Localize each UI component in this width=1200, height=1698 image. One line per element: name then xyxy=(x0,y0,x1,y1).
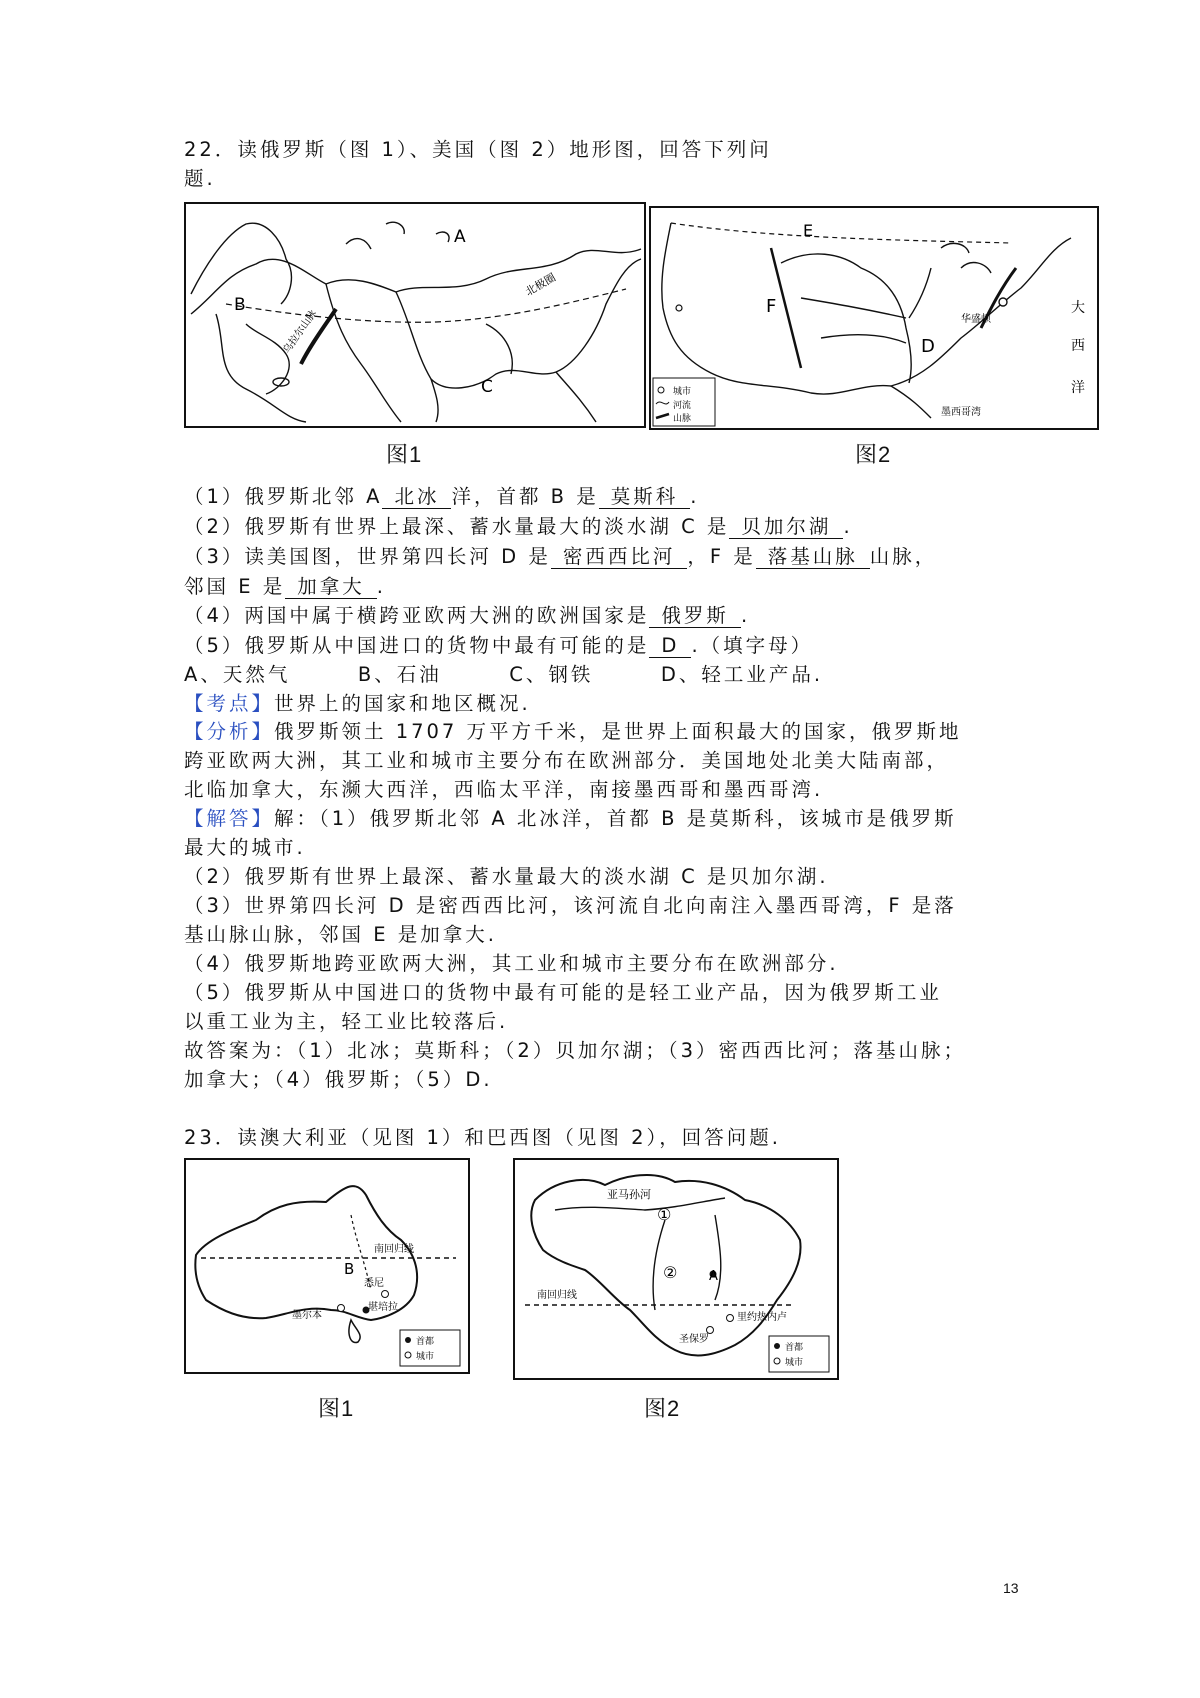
legend-capital-icon xyxy=(774,1343,780,1349)
usa-label-d: D xyxy=(921,336,935,357)
q22-p1 xyxy=(184,484,699,510)
jieda-tag: 【解答】 xyxy=(184,807,275,830)
q22-options: A、天然气 B、石油 C、钢铁 D、轻工业产品. xyxy=(184,663,824,686)
q22-p3-answer2: 落基山脉 xyxy=(756,546,870,569)
fenxi-tag: 【分析】 xyxy=(184,720,275,743)
q22-fenxi-3: 北临加拿大，东濒大西洋，西临太平洋，南接墨西哥和墨西哥湾. xyxy=(184,778,824,801)
usa-legend-river: 河流 xyxy=(673,401,692,411)
q22-p2-answer: 贝加尔湖 xyxy=(729,516,843,539)
usa-label-atlantic-1: 大 xyxy=(1071,300,1085,316)
q22-p3b-text: 邻国 E 是 xyxy=(184,575,286,598)
q22-p4-end: . xyxy=(740,604,751,627)
q22-p4-text: （4）两国中属于横跨亚欧两大洲的欧洲国家是 xyxy=(184,604,650,627)
q22-p2 xyxy=(184,514,853,540)
brazil-label-rio: 里约热内卢 xyxy=(737,1312,787,1323)
australia-label-canberra: 堪培拉 xyxy=(368,1302,398,1313)
q22-p1-text: （1）俄罗斯北邻 A xyxy=(184,485,383,508)
q22-p4 xyxy=(184,603,750,629)
q22-p1-end: . xyxy=(690,485,700,508)
q22-jieda-7: （5）俄罗斯从中国进口的货物中最有可能的是轻工业产品，因为俄罗斯工业 xyxy=(184,981,942,1004)
australia-label-tropic: 南回归线 xyxy=(374,1244,414,1255)
q22-kaodian xyxy=(184,691,531,717)
brazil-label-1: ① xyxy=(657,1205,672,1224)
q22-fenxi-2: 跨亚欧两大洲，其工业和城市主要分布在欧洲部分．美国地处北美大陆南部， xyxy=(184,749,950,772)
q22-p3b-answer: 加拿大 xyxy=(285,576,377,599)
australia-legend-city: 城市 xyxy=(416,1352,435,1362)
russia-label-c: C xyxy=(481,377,493,397)
q22-jieda-5: 基山脉山脉，邻国 E 是加拿大. xyxy=(184,923,497,946)
q23-stem: 23．读澳大利亚（见图 1）和巴西图（见图 2），回答问题. xyxy=(184,1126,781,1149)
q22-p5-end: .（填字母） xyxy=(691,634,814,657)
q22-p2-end: . xyxy=(843,515,853,538)
brazil-label-amazon: 亚马孙河 xyxy=(607,1188,651,1201)
russia-label-arctic-circle: 北极圈 xyxy=(523,270,559,299)
usa-label-atlantic-3: 洋 xyxy=(1071,380,1085,396)
q22-p3b xyxy=(184,574,386,600)
brazil-legend-city: 城市 xyxy=(785,1358,804,1368)
q22-jieda-4: （3）世界第四长河 D 是密西西比河，该河流自北向南注入墨西哥湾，F 是落 xyxy=(184,894,957,917)
russia-label-a: A xyxy=(454,227,466,247)
q22-jieda-2: 最大的城市. xyxy=(184,836,306,859)
usa-legend-mountain: 山脉 xyxy=(673,414,692,424)
kaodian-tag: 【考点】 xyxy=(184,692,275,715)
q22-p5-text: （5）俄罗斯从中国进口的货物中最有可能的是 xyxy=(184,634,650,657)
q22-fig1-caption: 图1 xyxy=(386,442,423,467)
usa-label-washington: 华盛顿 xyxy=(961,314,991,325)
usa-label-gulf: 墨西哥湾 xyxy=(941,407,981,418)
q22-jieda-3: （2）俄罗斯有世界上最深、蓄水量最大的淡水湖 C 是贝加尔湖. xyxy=(184,865,829,888)
q22-fig2-caption: 图2 xyxy=(855,442,892,467)
fenxi-text-1: 俄罗斯领土 1707 万平方千米，是世界上面积最大的国家，俄罗斯地 xyxy=(274,720,962,743)
legend-capital-icon xyxy=(405,1337,411,1343)
q22-p3-text: （3）读美国图，世界第四长河 D 是 xyxy=(184,545,551,568)
q22-stem-line1: 22．读俄罗斯（图 1）、美国（图 2）地形图，回答下列问 xyxy=(184,138,772,161)
brazil-label-tropic: 南回归线 xyxy=(537,1290,577,1301)
brazil-label-2: ② xyxy=(663,1263,678,1282)
q22-p1-answer2: 莫斯科 xyxy=(599,486,691,509)
brazil-label-saopaulo: 圣保罗 xyxy=(679,1334,709,1345)
usa-map-drawing xyxy=(651,208,1097,428)
q22-stem-line2: 题. xyxy=(184,167,216,190)
q22-answer-1: 故答案为：（1）北冰；莫斯科；（2）贝加尔湖；（3）密西西比河；落基山脉； xyxy=(184,1039,966,1062)
q23-fig1-caption: 图1 xyxy=(318,1396,355,1421)
usa-label-atlantic-2: 西 xyxy=(1071,338,1085,354)
usa-label-e: E xyxy=(803,221,814,240)
q22-p3-answer1: 密西西比河 xyxy=(551,546,688,569)
legend-city-icon xyxy=(405,1352,411,1358)
australia-map xyxy=(184,1158,470,1374)
q22-p3 xyxy=(184,544,937,570)
russia-label-b: B xyxy=(234,295,246,315)
usa-map xyxy=(649,206,1099,430)
kaodian-text: 世界上的国家和地区概况. xyxy=(274,692,531,715)
brazil-legend-capital: 首都 xyxy=(785,1343,804,1353)
australia-map-drawing xyxy=(186,1160,468,1372)
russia-label-ural: 乌拉尔山脉 xyxy=(281,308,320,356)
russia-map xyxy=(184,202,646,428)
legend-city-icon xyxy=(774,1358,780,1364)
q22-jieda-8: 以重工业为主，轻工业比较落后. xyxy=(184,1010,509,1033)
brazil-map-drawing xyxy=(515,1160,837,1378)
brazil-label-a: A xyxy=(709,1269,718,1284)
q23-fig2-caption: 图2 xyxy=(644,1396,681,1421)
russia-map-drawing xyxy=(186,204,644,426)
q22-p2-text: （2）俄罗斯有世界上最深、蓄水量最大的淡水湖 C 是 xyxy=(184,515,730,538)
legend-city-icon xyxy=(658,387,664,393)
jieda-text-1: 解：（1）俄罗斯北邻 A 北冰洋，首都 B 是莫斯科，该城市是俄罗斯 xyxy=(274,807,957,830)
page-number: 13 xyxy=(1003,1580,1019,1596)
q22-p5-answer: D xyxy=(649,635,691,658)
q22-p3b-end: . xyxy=(376,575,386,598)
q22-jieda-6: （4）俄罗斯地跨亚欧两大洲，其工业和城市主要分布在欧洲部分. xyxy=(184,952,839,975)
australia-label-b: B xyxy=(344,1260,355,1278)
usa-legend-city: 城市 xyxy=(673,387,692,397)
q22-answer-2: 加拿大；（4）俄罗斯；（5）D. xyxy=(184,1068,493,1091)
q22-p1-answer1: 北冰 xyxy=(382,486,451,509)
q22-jieda-1 xyxy=(184,806,957,832)
q22-p1-mid: 洋，首都 B 是 xyxy=(451,485,599,508)
australia-label-melbourne: 墨尔本 xyxy=(292,1310,322,1321)
usa-label-f: F xyxy=(766,296,777,317)
q22-fenxi-1 xyxy=(184,719,962,745)
q22-p5 xyxy=(184,633,813,659)
australia-legend-capital: 首都 xyxy=(416,1337,435,1347)
q22-p3-end: 山脉， xyxy=(869,545,938,568)
q22-p4-answer: 俄罗斯 xyxy=(649,605,741,628)
australia-label-sydney: 悉尼 xyxy=(364,1278,384,1289)
brazil-map xyxy=(513,1158,839,1380)
q22-p3-mid: ，F 是 xyxy=(687,545,756,568)
